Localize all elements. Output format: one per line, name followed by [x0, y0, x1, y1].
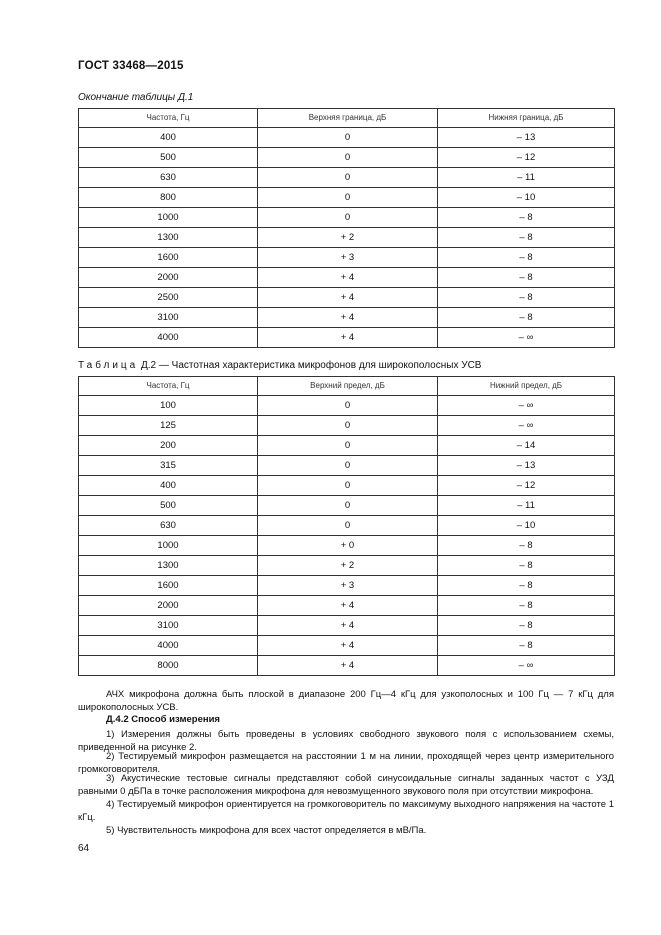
table2 — [78, 376, 615, 676]
cell-lower: – ∞ — [438, 396, 615, 416]
cell-lower: – 8 — [438, 268, 615, 288]
cell-lower: – 8 — [438, 248, 615, 268]
cell-lower: – 10 — [438, 188, 615, 208]
table2-col-lower: Нижний предел, дБ — [438, 377, 615, 396]
cell-frequency: 1600 — [79, 248, 258, 268]
cell-upper: + 3 — [258, 248, 438, 268]
table-row — [79, 516, 615, 536]
cell-lower: – ∞ — [438, 416, 615, 436]
cell-frequency: 1000 — [79, 536, 258, 556]
table2-header-row — [79, 377, 615, 396]
cell-lower: – 11 — [438, 168, 615, 188]
cell-lower: – 8 — [438, 576, 615, 596]
table1-caption: Окончание таблицы Д.1 — [78, 92, 194, 103]
cell-frequency: 315 — [79, 456, 258, 476]
cell-lower: – 8 — [438, 288, 615, 308]
table-row — [79, 396, 615, 416]
page-number: 64 — [78, 843, 90, 854]
cell-upper: + 4 — [258, 656, 438, 676]
cell-frequency: 1000 — [79, 208, 258, 228]
table-row — [79, 536, 615, 556]
table-row — [79, 656, 615, 676]
cell-upper: + 4 — [258, 308, 438, 328]
paragraph-step-5: 5) Чувствительность микрофона для всех частот определяется в мВ/Па. — [106, 825, 427, 836]
cell-frequency: 8000 — [79, 656, 258, 676]
cell-frequency: 500 — [79, 148, 258, 168]
cell-lower: – 8 — [438, 596, 615, 616]
cell-frequency: 4000 — [79, 636, 258, 656]
cell-lower: – 13 — [438, 456, 615, 476]
table2-caption-text: Д.2 — Частотная характеристика микрофонов для широкополосных УСВ — [138, 360, 482, 371]
cell-frequency: 400 — [79, 476, 258, 496]
cell-lower: – 10 — [438, 516, 615, 536]
cell-lower: – 8 — [438, 616, 615, 636]
table-row — [79, 288, 615, 308]
table-row — [79, 208, 615, 228]
cell-frequency: 3100 — [79, 308, 258, 328]
cell-upper: + 0 — [258, 536, 438, 556]
table-row — [79, 128, 615, 148]
table-row — [79, 228, 615, 248]
paragraph-step-3: 3) Акустические тестовые сигналы представляют собой синусоидальные сигналы заданных частот с УЗД равными 0 дБПа в точке расположения микрофона для невозмущенного звукового поля при отсутствии микрофона. — [78, 773, 614, 797]
cell-lower: – 8 — [438, 208, 615, 228]
cell-frequency: 4000 — [79, 328, 258, 348]
table-row — [79, 188, 615, 208]
table-row — [79, 148, 615, 168]
paragraph-frequency-response: АЧХ микрофона должна быть плоской в диапазоне 200 Гц—4 кГц для узкополосных и 100 Гц — 7 кГц для широкополосных УСВ. — [78, 689, 614, 713]
cell-frequency: 2000 — [79, 268, 258, 288]
page-title: ГОСТ 33468—2015 — [78, 60, 184, 72]
table-row — [79, 616, 615, 636]
cell-upper: + 3 — [258, 576, 438, 596]
table-row — [79, 436, 615, 456]
cell-frequency: 1600 — [79, 576, 258, 596]
table1 — [78, 108, 615, 348]
table1-header-row — [79, 109, 615, 128]
cell-frequency: 630 — [79, 168, 258, 188]
cell-lower: – 8 — [438, 308, 615, 328]
cell-upper: 0 — [258, 396, 438, 416]
cell-lower: – 8 — [438, 556, 615, 576]
table2-caption-prefix: Таблица — [78, 360, 139, 371]
cell-lower: – 13 — [438, 128, 615, 148]
table-row — [79, 496, 615, 516]
paragraph-step-2: 2) Тестируемый микрофон размещается на расстоянии 1 м на линии, проходящей через центр измерительного громкоговорителя. — [78, 751, 614, 775]
table1-col-upper: Верхняя граница, дБ — [258, 109, 438, 128]
section-heading: Д.4.2 Способ измерения — [106, 714, 220, 725]
cell-lower: – 12 — [438, 148, 615, 168]
paragraph-step-4: 4) Тестируемый микрофон ориентируется на громкоговоритель по максимуму выходного напряжения на частоте 1 кГц. — [78, 799, 614, 823]
table-row — [79, 416, 615, 436]
cell-upper: 0 — [258, 436, 438, 456]
cell-upper: 0 — [258, 416, 438, 436]
table2-col-upper: Верхний предел, дБ — [258, 377, 438, 396]
cell-upper: + 4 — [258, 636, 438, 656]
cell-frequency: 200 — [79, 436, 258, 456]
cell-lower: – 12 — [438, 476, 615, 496]
cell-lower: – 11 — [438, 496, 615, 516]
cell-upper: 0 — [258, 128, 438, 148]
cell-upper: 0 — [258, 476, 438, 496]
cell-frequency: 630 — [79, 516, 258, 536]
table2-caption — [78, 360, 481, 371]
cell-upper: 0 — [258, 516, 438, 536]
cell-upper: 0 — [258, 208, 438, 228]
table-row — [79, 456, 615, 476]
cell-upper: + 4 — [258, 268, 438, 288]
cell-upper: + 2 — [258, 228, 438, 248]
cell-lower: – ∞ — [438, 328, 615, 348]
cell-lower: – 8 — [438, 228, 615, 248]
cell-lower: – 14 — [438, 436, 615, 456]
table1-col-lower: Нижняя граница, дБ — [438, 109, 615, 128]
table-row — [79, 248, 615, 268]
cell-upper: + 4 — [258, 328, 438, 348]
cell-upper: + 2 — [258, 556, 438, 576]
paragraph-step-1: 1) Измерения должны быть проведены в условиях свободного звукового поля с использованием схемы, приведенной на рисунке 2. — [78, 729, 614, 753]
cell-frequency: 800 — [79, 188, 258, 208]
cell-frequency: 3100 — [79, 616, 258, 636]
table-row — [79, 308, 615, 328]
cell-upper: 0 — [258, 496, 438, 516]
table-row — [79, 556, 615, 576]
cell-upper: + 4 — [258, 616, 438, 636]
cell-frequency: 500 — [79, 496, 258, 516]
table2-col-frequency: Частота, Гц — [79, 377, 258, 396]
cell-lower: – 8 — [438, 536, 615, 556]
cell-frequency: 1300 — [79, 228, 258, 248]
table-row — [79, 576, 615, 596]
cell-frequency: 100 — [79, 396, 258, 416]
table1-col-frequency: Частота, Гц — [79, 109, 258, 128]
cell-frequency: 125 — [79, 416, 258, 436]
table-row — [79, 636, 615, 656]
cell-upper: 0 — [258, 148, 438, 168]
cell-upper: 0 — [258, 456, 438, 476]
table-row — [79, 596, 615, 616]
cell-upper: + 4 — [258, 288, 438, 308]
cell-frequency: 1300 — [79, 556, 258, 576]
cell-frequency: 2000 — [79, 596, 258, 616]
table-row — [79, 168, 615, 188]
cell-upper: 0 — [258, 168, 438, 188]
cell-lower: – ∞ — [438, 656, 615, 676]
cell-frequency: 400 — [79, 128, 258, 148]
cell-upper: 0 — [258, 188, 438, 208]
table-row — [79, 476, 615, 496]
table-row — [79, 328, 615, 348]
cell-lower: – 8 — [438, 636, 615, 656]
cell-frequency: 2500 — [79, 288, 258, 308]
cell-upper: + 4 — [258, 596, 438, 616]
table-row — [79, 268, 615, 288]
